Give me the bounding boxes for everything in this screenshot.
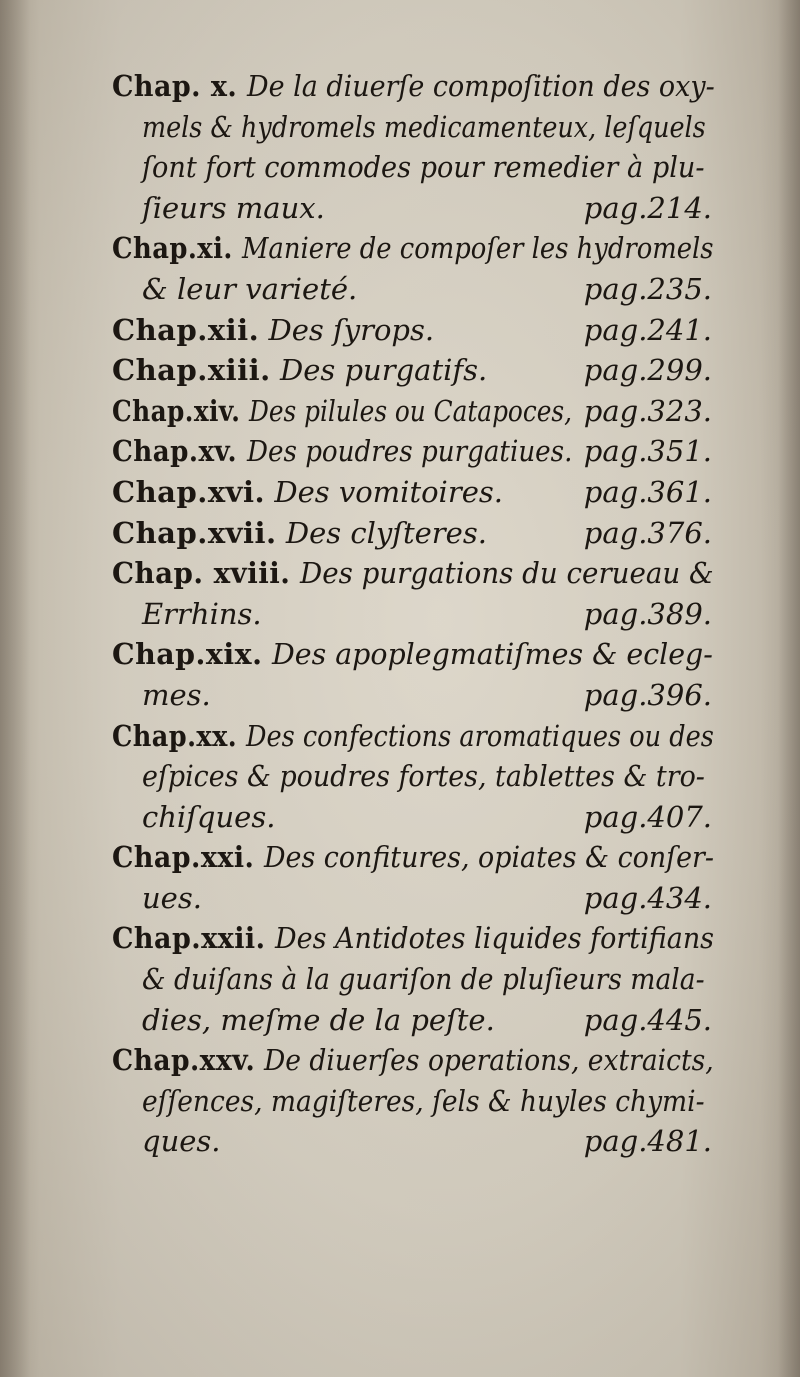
chapter-number: Chap.xxi.: [112, 840, 255, 875]
chapter-number: Chap.xv.: [112, 434, 238, 469]
toc-line: [112, 513, 712, 554]
chapter-title-line: mels & hydromels medicamenteux, leſquels: [142, 109, 706, 144]
toc-line: [112, 66, 715, 107]
chapter-title-line: ſieurs maux.: [142, 190, 325, 225]
page-reference: pag.235.: [583, 271, 712, 306]
chapter-title-line: Des apoplegmatiſmes & ecleg-: [272, 637, 714, 672]
page-reference: pag.445.: [583, 1002, 712, 1037]
chapter-title-line: & duiſans à la guariſon de pluſieurs mala-: [142, 962, 705, 997]
page-reference: pag.434.: [583, 880, 712, 915]
chapter-title-line: De la diuerſe compoſition des oxy-: [246, 69, 715, 103]
chapter-number: Chap.xxii.: [112, 921, 266, 956]
toc-line: [112, 716, 715, 757]
chapter-title-line: Des purgatifs.: [279, 353, 488, 388]
toc-line: [112, 431, 712, 472]
chapter-title-line: Des clyſteres.: [285, 515, 487, 550]
chapter-title-line: Des purgations du cerueau &: [299, 556, 714, 591]
page-reference: pag.351.: [583, 434, 712, 469]
page-reference: pag.396.: [583, 677, 712, 712]
toc-entry: [112, 513, 712, 554]
toc-line: [112, 472, 712, 513]
toc-entry: [112, 472, 712, 513]
chapter-title-line: Des ſyrops.: [268, 312, 435, 347]
page-reference: pag.241.: [583, 312, 712, 347]
toc-line: [112, 1081, 712, 1122]
toc-line: [112, 228, 712, 269]
toc-line: [112, 837, 712, 878]
toc-line: [112, 188, 712, 229]
chapter-number: Chap.xxv.: [112, 1043, 256, 1078]
chapter-number: Chap.xvi.: [112, 474, 266, 509]
toc-line: [112, 350, 712, 391]
toc-entry: [112, 391, 712, 432]
chapter-number: Chap.xii.: [112, 312, 260, 347]
toc-line: [112, 1000, 712, 1041]
chapter-title-line: Des vomitoires.: [274, 474, 503, 509]
toc-entry: [112, 310, 712, 351]
chapter-title-line: Des poudres purgatiues.: [246, 434, 572, 469]
toc-line: [112, 675, 712, 716]
toc-entry: [112, 431, 712, 472]
chapter-number: Chap.xx.: [112, 718, 238, 753]
page-reference: pag.389.: [583, 596, 712, 631]
page-reference: pag.481.: [583, 1124, 712, 1159]
chapter-number: Chap. x.: [112, 69, 238, 103]
chapter-title-line: Errhins.: [142, 596, 262, 631]
chapter-number: Chap.xix.: [112, 637, 263, 672]
chapter-title-line: mes.: [142, 677, 211, 712]
toc-entry: [112, 228, 712, 309]
chapter-title-line: ues.: [142, 880, 202, 915]
chapter-title-line: De diuerſes operations, extraicts,: [263, 1043, 714, 1078]
toc-line: [112, 594, 712, 635]
toc-entry: [112, 350, 712, 391]
chapter-title-line: eſſences, magiſteres, ſels & huyles chymi-: [142, 1083, 705, 1118]
toc-entry: [112, 553, 712, 634]
toc-line: [112, 107, 712, 148]
toc-line: [112, 918, 712, 959]
toc-line: [112, 1121, 712, 1162]
toc-line: [112, 634, 712, 675]
chapter-number: Chap. xviii.: [112, 556, 291, 591]
page-reference: pag.361.: [583, 474, 712, 509]
toc-line: [112, 269, 712, 310]
chapter-title-line: dies, meſme de la peſte.: [142, 1002, 495, 1037]
page-reference: pag.376.: [583, 515, 712, 550]
page-reference: pag.299.: [583, 353, 712, 388]
toc-entry: [112, 837, 712, 918]
toc-line: [112, 959, 712, 1000]
toc-line: [112, 147, 712, 188]
table-of-contents: [112, 66, 715, 1162]
toc-entry: [112, 716, 715, 838]
toc-entry: [112, 66, 715, 228]
right-edge-shadow: [778, 0, 800, 1377]
chapter-number: Chap.xiii.: [112, 353, 271, 388]
chapter-title-line: Des pilules ou Catapoces,: [249, 393, 573, 428]
chapter-title-line: Maniere de compoſer les hydromels: [242, 231, 714, 266]
chapter-title-line: Des confitures, opiates & conſer-: [264, 840, 714, 875]
chapter-title-line: & leur varieté.: [142, 271, 358, 306]
chapter-title-line: ques.: [142, 1124, 221, 1159]
toc-line: [112, 756, 712, 797]
page-reference: pag.407.: [583, 799, 712, 834]
toc-entry: [112, 634, 712, 715]
toc-entry: [112, 918, 712, 1040]
chapter-title-line: ſont fort commodes pour remedier à plu-: [142, 150, 705, 185]
toc-line: [112, 797, 712, 838]
toc-line: [112, 1040, 712, 1081]
page-reference: pag.323.: [583, 393, 712, 428]
chapter-title-line: Des confections aromatiques ou des: [246, 718, 715, 753]
chapter-number: Chap.xvii.: [112, 515, 277, 550]
page-reference: pag.214.: [583, 190, 712, 225]
left-edge-shadow: [0, 0, 30, 1377]
chapter-number: Chap.xi.: [112, 231, 233, 266]
toc-entry: [112, 1040, 712, 1162]
chapter-number: Chap.xiv.: [112, 393, 241, 428]
toc-line: [112, 310, 712, 351]
toc-line: [112, 553, 712, 594]
toc-line: [112, 391, 712, 432]
chapter-title-line: chiſques.: [142, 799, 276, 834]
chapter-title-line: eſpices & poudres fortes, tablettes & tro-: [142, 759, 705, 794]
chapter-title-line: Des Antidotes liquides fortifians: [274, 921, 714, 956]
toc-line: [112, 878, 712, 919]
